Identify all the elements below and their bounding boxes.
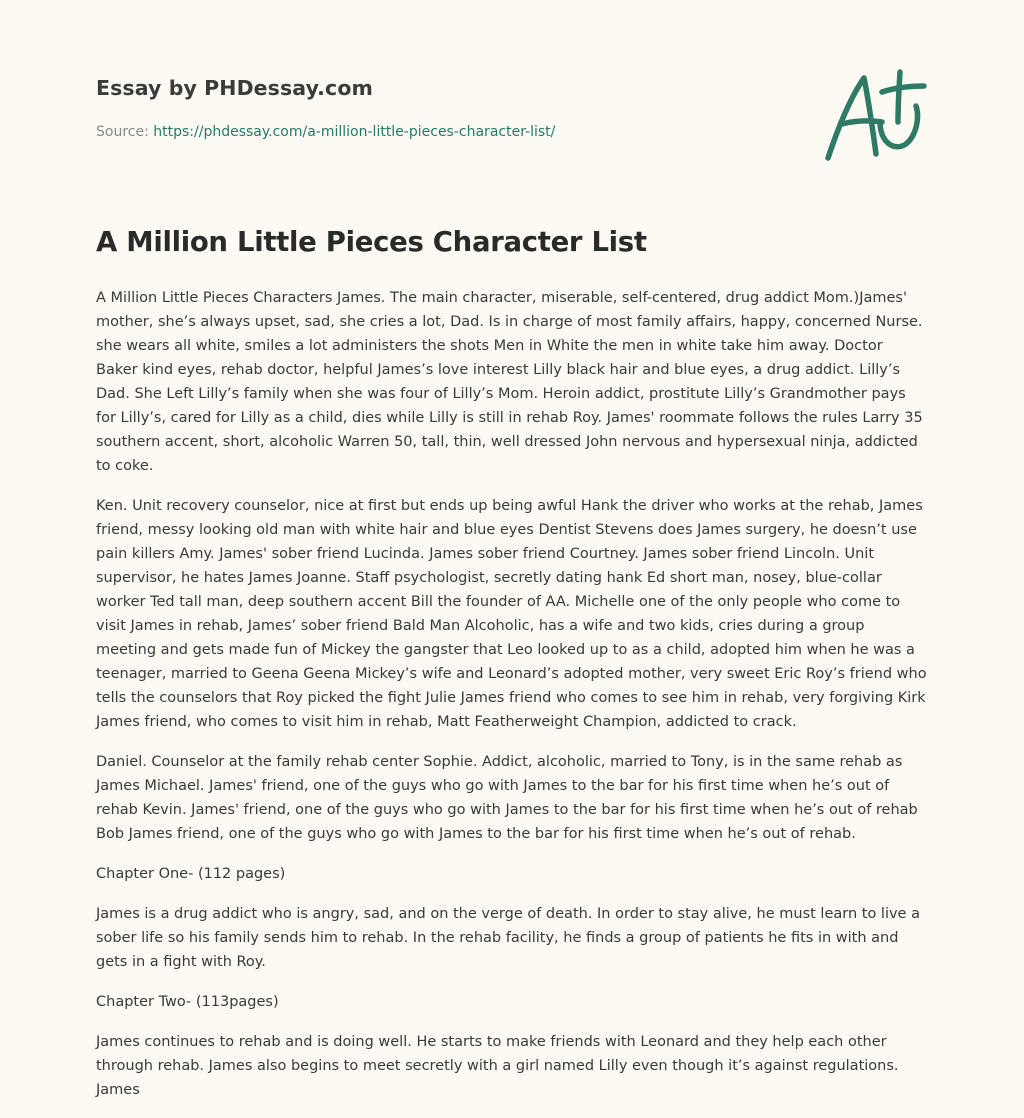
- chapter-heading: Chapter One- (112 pages): [96, 866, 286, 882]
- essay-header: [96, 76, 796, 140]
- essay-body: [96, 286, 928, 1118]
- site-name: Essay by PHDessay.com: [96, 76, 373, 100]
- source-line: [96, 124, 796, 140]
- source-label: Source:: [96, 124, 154, 140]
- paragraph: A Million Little Pieces Characters James. The main character, miserable, self-centered, drug addict Mom.)James' mother, she’s always upset, sad, she cries a lot, Dad. Is in charge of most family affairs, happy, concerned Nurse. she wears all white, smiles a lot administers the shots Men in White the men in white take him away. Doctor Baker kind eyes, rehab doctor, helpful James’s love interest Lilly black hair and blue eyes, a drug addict. Lilly’s Dad. She Left Lilly’s family when she was four of Lilly’s Mom. Heroin addict, prostitute Lilly’s Grandmother pays for Lilly’s, cared for Lilly as a child, dies while Lilly is still in rehab Roy. James' roommate follows the rules Larry 35 southern accent, short, alcoholic Warren 50, tall, thin, well dressed John nervous and hypersexual ninja, addicted to coke.: [96, 290, 923, 474]
- source-link[interactable]: https://phdessay.com/a-million-little-pieces-character-list/: [153, 124, 556, 140]
- a-plus-logo-icon: [820, 66, 932, 166]
- paragraph: Ken. Unit recovery counselor, nice at first but ends up being awful Hank the driver who works at the rehab, James friend, messy looking old man with white hair and blue eyes Dentist Stevens does James surgery, he doesn’t use pain killers Amy. James' sober friend Lucinda. James sober friend Courtney. James sober friend Lincoln. Unit supervisor, he hates James Joanne. Staff psychologist, secretly dating hank Ed short man, nosey, blue-collar worker Ted tall man, deep southern accent Bill the founder of AA. Michelle one of the only people who come to visit James in rehab, James’ sober friend Bald Man Alcoholic, has a wife and two kids, cries during a group meeting and gets made fun of Mickey the gangster that Leo looked up to as a child, adopted him when he was a teenager, married to Geena Geena Mickey’s wife and Leonard’s adopted mother, very sweet Eric Roy’s friend who tells the counselors that Roy picked the fight Julie James friend who comes to see him in rehab, very forgiving Kirk James friend, who comes to visit him in rehab, Matt Featherweight Champion, addicted to crack.: [96, 498, 927, 730]
- chapter-heading: Chapter Two- (113pages): [96, 994, 279, 1010]
- document-title: A Million Little Pieces Character List: [96, 226, 647, 258]
- paragraph: James continues to rehab and is doing well. He starts to make friends with Leonard and they help each other through rehab. James also begins to meet secretly with a girl named Lilly even though it’s against regulations. James: [96, 1034, 899, 1098]
- paragraph: James is a drug addict who is angry, sad, and on the verge of death. In order to stay alive, he must learn to live a sober life so his family sends him to rehab. In the rehab facility, he finds a group of patients he fits in with and gets in a fight with Roy.: [96, 906, 920, 970]
- paragraph: Daniel. Counselor at the family rehab center Sophie. Addict, alcoholic, married to Tony, is in the same rehab as James Michael. James' friend, one of the guys who go with James to the bar for his first time when he’s out of rehab Kevin. James' friend, one of the guys who go with James to the bar for his first time when he’s out of rehab Bob James friend, one of the guys who go with James to the bar for his first time when he’s out of rehab.: [96, 754, 918, 842]
